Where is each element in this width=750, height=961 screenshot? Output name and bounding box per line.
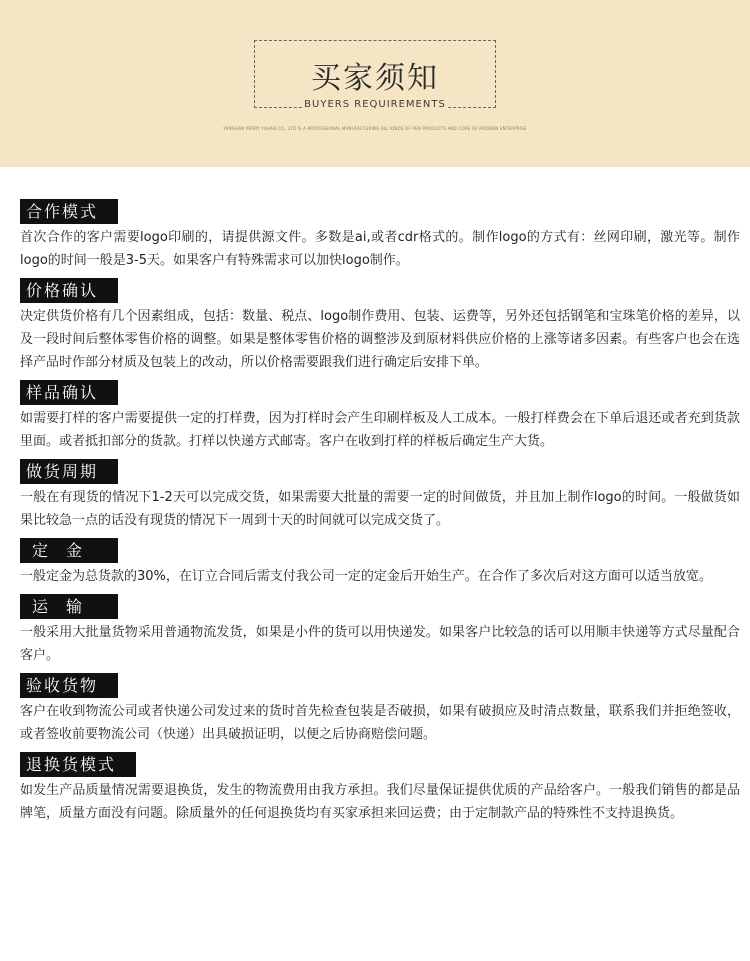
section-label: 做货周期 xyxy=(20,459,118,484)
section-returns-policy xyxy=(20,752,740,825)
section-sample-confirmation xyxy=(20,380,740,453)
section-text: 一般采用大批量货物采用普通物流发货，如果是小件的货可以用快递发。如果客户比较急的话可以用顺丰快递等方式尽量配合客户。 xyxy=(20,625,740,663)
section-label: 样品确认 xyxy=(20,380,118,405)
section-deposit xyxy=(20,538,740,588)
section-text: 如需要打样的客户需要提供一定的打样费，因为打样时会产生印刷样板及人工成本。一般打样费会在下单后退还或者充到货款里面。或者抵扣部分的货款。打样以快递方式邮寄。客户在收到打样的样板后确定生产大货。 xyxy=(20,411,740,449)
section-text: 如发生产品质量情况需要退换货，发生的物流费用由我方承担。我们尽量保证提供优质的产品给客户。一般我们销售的都是品牌笔，质量方面没有问题。除质量外的任何退换货均有买家承担来回运费；由于定制款产品的特殊性不支持退换货。 xyxy=(20,783,740,821)
section-shipping xyxy=(20,594,740,667)
section-text: 一般在有现货的情况下1-2天可以完成交货，如果需要大批量的需要一定的时间做货，并且加上制作logo的时间。一般做货如果比较急一点的话没有现货的情况下一周到十天的时间就可以完成交货了。 xyxy=(20,490,740,528)
page-subtitle: BUYERS REQUIREMENTS xyxy=(304,99,446,110)
section-label: 价格确认 xyxy=(20,278,118,303)
section-price-confirmation xyxy=(20,278,740,374)
header-banner xyxy=(0,0,750,167)
section-text: 一般定金为总货款的30%，在订立合同后需支付我公司一定的定金后开始生产。在合作了多次后对这方面可以适当放宽。 xyxy=(20,569,712,584)
section-text: 首次合作的客户需要logo印刷的，请提供源文件。多数是ai,或者cdr格式的。制作logo的方式有：丝网印刷，激光等。制作logo的时间一般是3-5天。如果客户有特殊需求可以加快logo制作。 xyxy=(20,230,740,268)
title-frame xyxy=(254,40,496,108)
section-text: 客户在收到物流公司或者快递公司发过来的货时首先检查包装是否破损，如果有破损应及时清点数量，联系我们并拒绝签收，或者签收前要物流公司（快递）出具破损证明，以便之后协商赔偿问题。 xyxy=(20,704,740,742)
page-title: 买家须知 xyxy=(311,61,439,96)
requirements-content xyxy=(20,199,740,831)
section-goods-inspection xyxy=(20,673,740,746)
section-label: 合作模式 xyxy=(20,199,118,224)
section-text: 决定供货价格有几个因素组成，包括：数量、税点、logo制作费用、包装、运费等，另外还包括钢笔和宝珠笔价格的差异，以及一段时间后整体零售价格的调整。如果是整体零售价格的调整涉及到原材料供应价格的上涨等诸多因素。有些客户也会在选择产品时作部分材质及包装上的改动，所以价格需要跟我们进行确定后安排下单。 xyxy=(20,309,740,370)
company-tagline: YANGHAN PERRY YUHAN CO., LTD IS A PROFESSIONAL MANUFACTURING ALL KINDS OF PEN PRODUCTS AND CORE OF MODERN ENTERPRISE xyxy=(223,126,527,131)
section-cooperation-mode xyxy=(20,199,740,272)
section-label: 运输 xyxy=(20,594,118,619)
section-label: 退换货模式 xyxy=(20,752,136,777)
section-label: 验收货物 xyxy=(20,673,118,698)
section-production-cycle xyxy=(20,459,740,532)
section-label: 定金 xyxy=(20,538,118,563)
